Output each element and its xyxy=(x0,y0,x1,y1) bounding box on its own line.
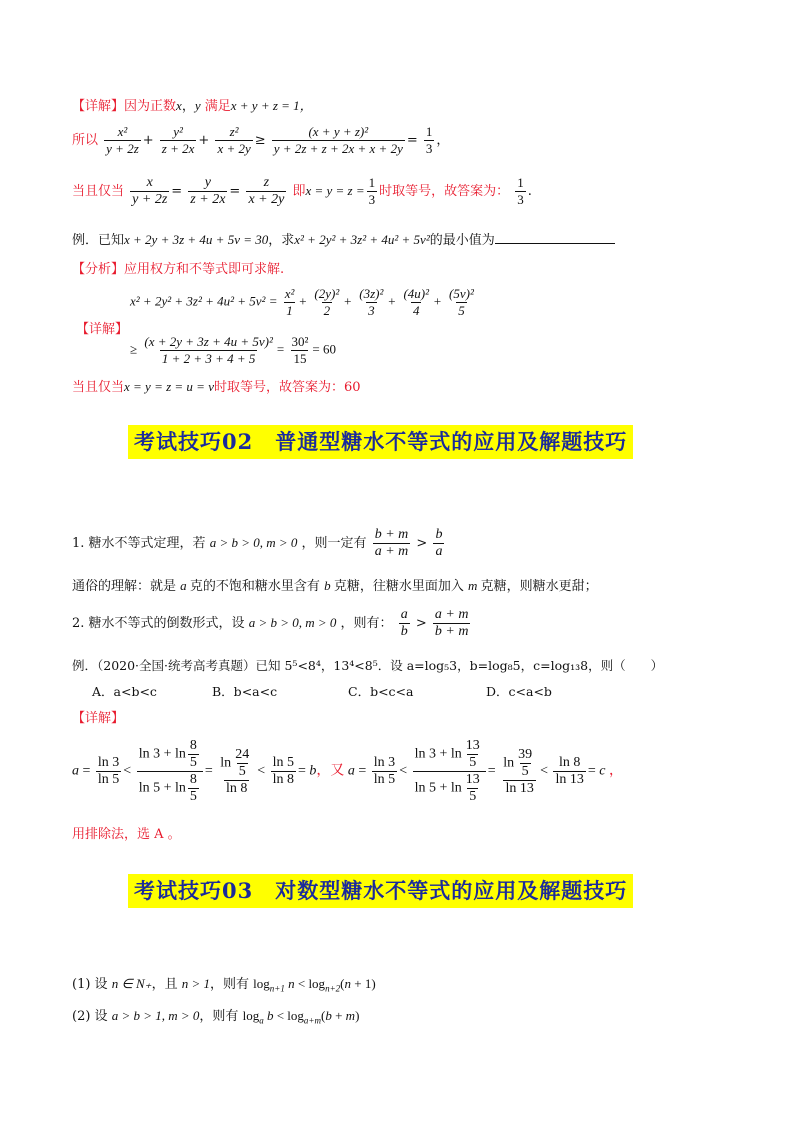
option-b: B．b<a<c xyxy=(212,684,278,699)
detail-line-2: 所以 $\frac{\text{x²}}{y + 2z}$ + $\frac{\text{y²}}{z + 2x}$ + $\frac{\text{z²}}{x + 2y}$ ≥ $\frac{\text{(x + y + z)²}}{y + 2z + z + 2x + x + 2y}$ = $\frac{1}{3}$ ， xyxy=(72,124,450,156)
final-answer: 当且仅当x = y = z = u = v时取等号，故答案为：60 xyxy=(72,379,361,395)
option-d: D．c<a<b xyxy=(486,684,552,699)
detail-line-1: 【详解】因为正数x，y 满足x + y + z = 1， xyxy=(72,98,313,114)
detail-line-3: 当且仅当 $\frac{x}{y + 2z}$ = $\frac{y}{z + 2x}$ = $\frac{z}{x + 2y}$ 即x = y = z = $\frac{1}{3}$ 时取等号，故答案为： $\frac{1}{3}$ . xyxy=(72,175,532,207)
section-banner-03: 考试技巧03 对数型糖水不等式的应用及解题技巧 xyxy=(128,874,633,908)
log-item-1: (1) 设 n ∈ N₊，且 n > 1，则有 $\log_{n+1} n < \log_{n+2}(n + 1)$ xyxy=(72,976,376,994)
detail-heading: 【详解】 xyxy=(72,99,125,114)
log-item-2: (2) 设 a > b > 1, m > 0，则有 $\log_a b < \log_{a+m}(b + m)$ xyxy=(72,1008,360,1026)
theorem-1: 1. 糖水不等式定理，若 a > b > 0, m > 0 ，则一定有 $\frac{b + m}{a + m}$ > $\frac{b}{a}$ xyxy=(72,527,443,559)
example-2: 例．（2020·全国·统考高考真题）已知 5⁵<8⁴，13⁴<8⁵．设 a=log₅3，b=log₈5，c=log₁₃8，则（ ） xyxy=(72,658,664,673)
answer-blank xyxy=(495,231,615,244)
condition-eq: x + y + z = 1， xyxy=(230,98,313,113)
weighted-power-line-2: ≥ $\frac{\text{(x + 2y + 3z + 4u + 5v)²}}{1 + 2 + 3 + 4 + 5}$ = $\frac{\text{30²}}{15}$ = 60 xyxy=(130,334,336,366)
option-a: A．a<b<c xyxy=(92,684,157,699)
analysis: 【分析】应用权方和不等式即可求解. xyxy=(72,262,285,277)
section-banner-02: 考试技巧02 普通型糖水不等式的应用及解题技巧 xyxy=(128,425,633,459)
conclusion: 用排除法，选 A 。 xyxy=(72,827,181,842)
option-c: C．b<c<a xyxy=(348,684,414,699)
intuition: 通俗的理解：就是 a 克的不饱和糖水里含有 b 克糖，往糖水里面加入 m 克糖，则糖水更甜； xyxy=(72,578,598,594)
detail-heading-3: 【详解】 xyxy=(72,711,125,726)
weighted-power-line-1: x² + 2y² + 3z² + 4u² + 5v² = $\frac{\text{x²}}{1}$ + $\frac{\text{(2y)²}}{2}$ + $\frac{\text{(3z)²}}{3}$ + $\frac{\text{(4u)²}}{4}$ + $\frac{\text{(5v)²}}{5}$ xyxy=(130,286,474,318)
detail-heading-2: 【详解】 xyxy=(76,322,129,337)
example-1: 例．已知x + 2y + 3z + 4u + 5v = 30，求x² + 2y² + 3z² + 4u² + 5v²的最小值为 xyxy=(72,229,615,248)
theorem-2: 2. 糖水不等式的倒数形式，设 a > b > 0, m > 0 ，则有： $\frac{a}{b}$ > $\frac{a + m}{b + m}$ xyxy=(72,607,469,639)
comparison-chain: a = $\frac{\ln 3}{\ln 5}$ < ln 3 + ln $\frac{8}{5}$ ln 5 + ln $\frac{8}{5}$ = ln $\frac{24}{5}$ ln 8 < $\frac{\ln 5}{\ln 8}$ = b，又 a = $\frac{\ln 3}{\ln 5}$ < ln 3 + ln $\frac{13}{5}$ ln 5 + ln $\frac{13}{5}$ = ln $\frac{39}{5}$ ln 13 < $\frac{\ln 8}{\ln 13}$ = c ， xyxy=(72,738,623,804)
